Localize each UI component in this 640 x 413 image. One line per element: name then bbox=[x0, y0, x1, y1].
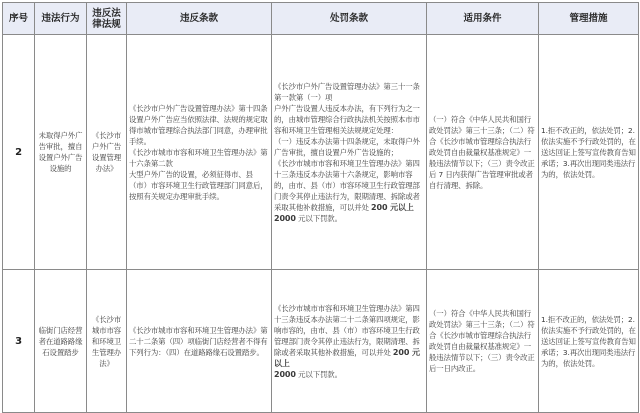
penalty-text: 《长沙市城市市容和环境卫生管理办法》第四十三条违反本办法第二十二条第四项规定，影响市容的，由市、县（市）市容环境卫生行政管理部门责令其停止违法行为，限期清理、拆除或者采取其他补救措施，可以并处 bbox=[274, 303, 420, 357]
penalty-text: 《长沙市户外广告设置管理办法》第三十一条第一款第（一）项 户外广告设置人违反本办法，有下列行为之一的，由城市管理综合行政执法机关按照本市市容和环境卫生管理相关法规规定处理： （一）违反本办法第十四条规定，未取得户外广告审批，擅自设置户外广告设施的； 《长沙市城市市容和环境卫生管理办法》第四十三条违反本办法第十六条规定，影响市容的，由市、县（市）市容环境卫生行政管理部门责令其停止违法行为，限期清理、拆除或者采取其他补救措施，可以并处 bbox=[274, 81, 420, 212]
header-serial: 序号 bbox=[3, 3, 35, 35]
header-violated-clause: 违反条款 bbox=[127, 3, 272, 35]
cell-penalty-clause bbox=[272, 35, 427, 270]
cell-applicable-conditions: （一）符合《中华人民共和国行政处罚法》第三十三条；（二）符合《长沙市城市管理综合执法行政处罚自由裁量权基准规定》一般违法情节以下；（三）责令改正后 7 日内获得广告管理审批或者自行清理、拆除。 bbox=[427, 35, 539, 270]
cell-serial: 2 bbox=[3, 35, 35, 270]
header-applicable-conditions: 适用条件 bbox=[427, 3, 539, 35]
cell-management-measures: 1.拒不改正的，依法处罚；2.依法实施不予行政处罚的，在送达回证上签写宣传教育告知承诺；3.再次出现同类违法行为的，依法处罚。 bbox=[539, 270, 639, 413]
cell-penalty-clause bbox=[272, 270, 427, 413]
header-penalty-clause: 处罚条款 bbox=[272, 3, 427, 35]
cell-violated-law: 《长沙市城市市容和环境卫生管理办法》 bbox=[87, 270, 127, 413]
cell-violated-clause: 《长沙市户外广告设置管理办法》第十四条 设置户外广告应当依照法律、法规的规定取得市城市管理综合执法部门同意，办理审批手续。 《长沙市城市市容和环境卫生管理办法》第十六条第二款 大型户外广告的设置，必须征得市、县（市）市容环境卫生行政管理部门同意后，按照有关规定办理审批手续。 bbox=[127, 35, 272, 270]
penalty-text-end: 元以下罚款。 bbox=[295, 369, 342, 379]
cell-violated-clause: 《长沙市城市市容和环境卫生管理办法》第二十二条第（四）项临街门店经营者不得有下列行为：（四）在道路路缘石设置踏步。 bbox=[127, 270, 272, 413]
penalty-amount: 200 元以上 2000 bbox=[274, 202, 414, 223]
header-violated-law: 违反法 律法规 bbox=[87, 3, 127, 35]
cell-violated-law: 《长沙市户外广告设置管理办法》 bbox=[87, 35, 127, 270]
table-row bbox=[3, 270, 639, 413]
header-violation-act: 违法行为 bbox=[35, 3, 87, 35]
cell-applicable-conditions: （一）符合《中华人民共和国行政处罚法》第三十三条；（二）符合《长沙市城市管理综合执法行政处罚自由裁量权基准规定》一般违法情节以下；（三）责令改正后一日内改正。 bbox=[427, 270, 539, 413]
table-row bbox=[3, 35, 639, 270]
header-management-measures: 管理措施 bbox=[539, 3, 639, 35]
cell-violation-act: 临街门店经营者在道路路缘石设置踏步 bbox=[35, 270, 87, 413]
cell-serial: 3 bbox=[3, 270, 35, 413]
penalty-amount: 200 元以上 2000 bbox=[274, 347, 420, 379]
penalty-text-end: 元以下罚款。 bbox=[295, 213, 342, 223]
cell-management-measures: 1.拒不改正的，依法处罚；2.依法实施不予行政处罚的，在送达回证上签写宣传教育告知承诺；3.再次出现同类违法行为的，依法处罚。 bbox=[539, 35, 639, 270]
table-header-row bbox=[3, 3, 639, 35]
cell-violation-act: 未取得户外广告审批，擅自设置户外广告设施的 bbox=[35, 35, 87, 270]
regulation-table bbox=[2, 2, 639, 413]
